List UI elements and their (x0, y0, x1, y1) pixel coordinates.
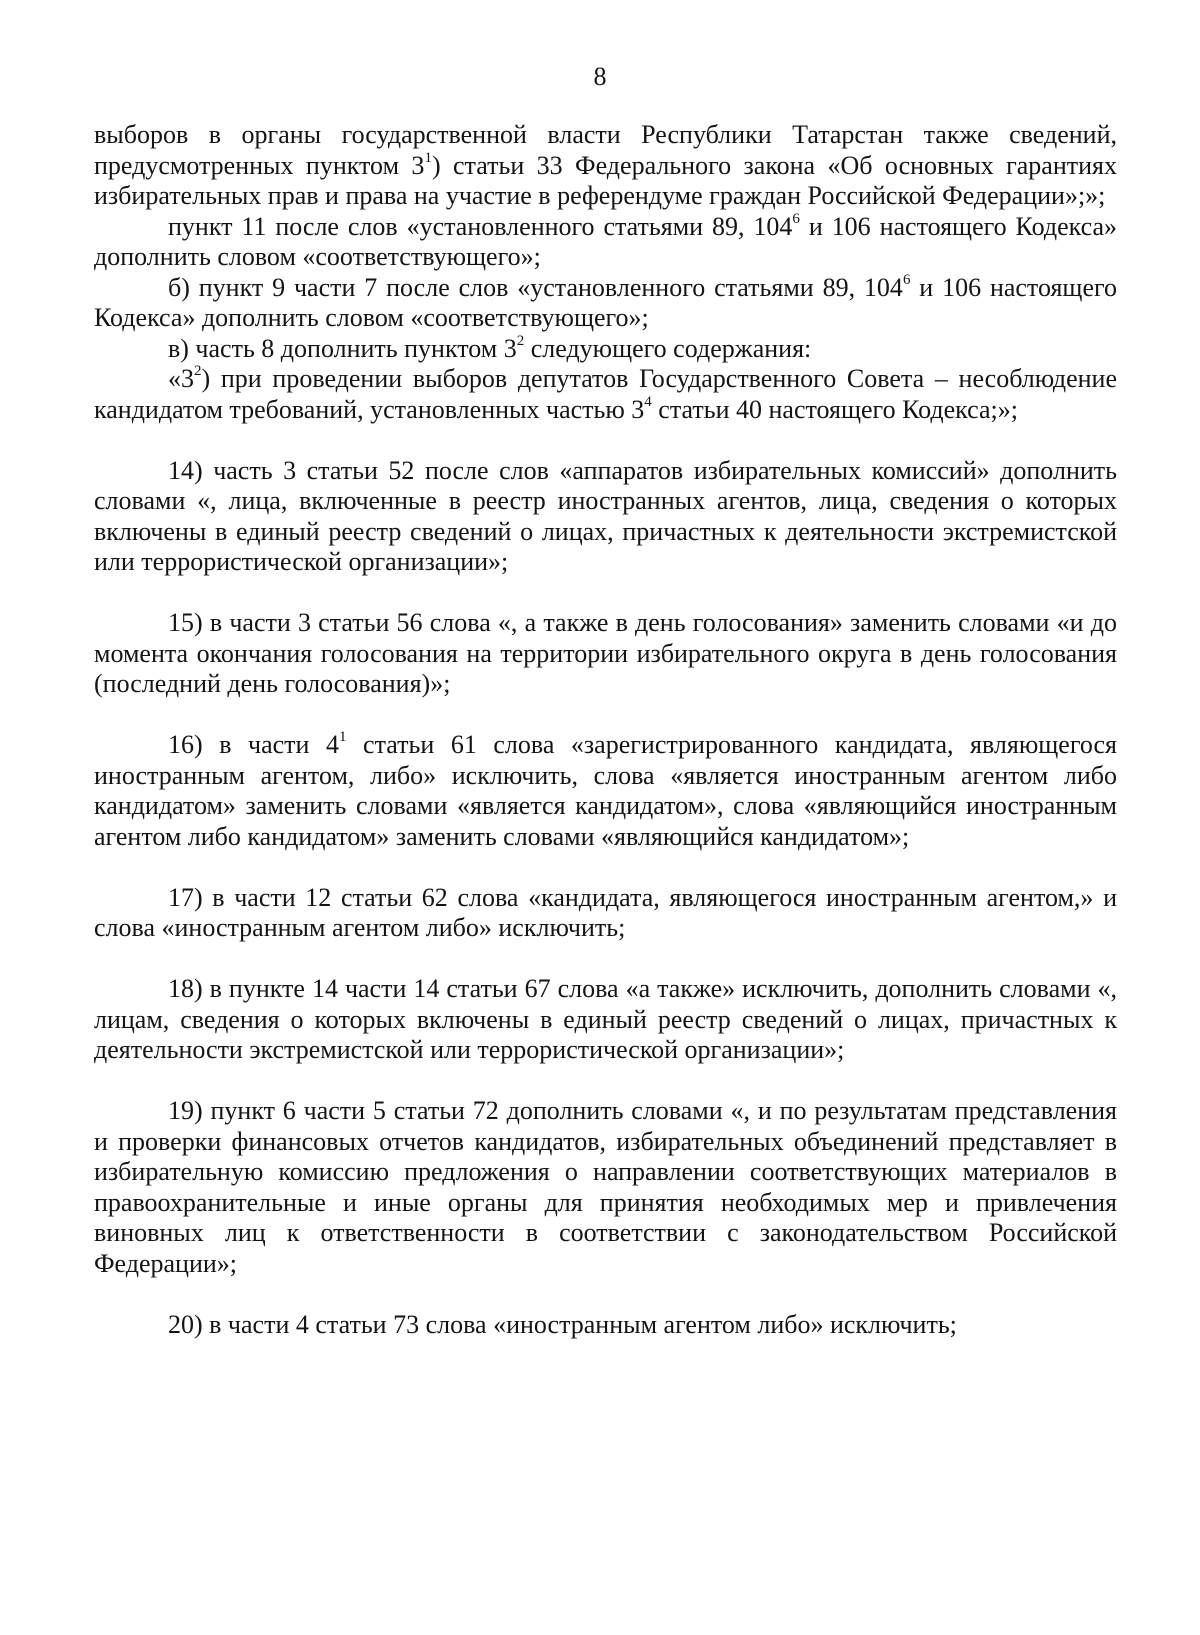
paragraph (94, 1096, 1117, 1279)
document-body (94, 120, 1117, 1340)
paragraph (94, 212, 1117, 273)
superscript: 1 (424, 149, 432, 166)
paragraph-text: 19) пункт 6 части 5 статьи 72 дополнить словами «, и по результатам представления и проверки финансовых отчетов кандидатов, избирательных объединений представляет в избирательную комиссию предложения о направлении соответствующих материалов в правоохранительные и иные органы для принятия необходимых мер и привлечения виновных лиц к ответственности в соответствии с законодательством Российской Федерации»; (94, 1096, 1117, 1278)
paragraph-text: и 106 настоящего Кодекса» дополнить словом «соответствующего»; (94, 211, 1117, 271)
paragraph-text: в) часть 8 дополнить пунктом 3 (168, 333, 517, 363)
paragraph-text: б) пункт 9 части 7 после слов «установленного статьями 89, 104 (168, 272, 903, 302)
paragraph (94, 730, 1117, 852)
paragraph (94, 273, 1117, 334)
paragraph-text: следующего содержания: (524, 333, 812, 363)
paragraph-text: ) статьи 33 Федерального закона «Об основных гарантиях избирательных прав и права на участие в референдуме граждан Российской Федерации»;»; (94, 150, 1117, 210)
superscript: 6 (902, 271, 911, 288)
superscript: 6 (792, 210, 800, 227)
paragraph-text: «3 (168, 364, 194, 393)
page-number: 8 (593, 62, 607, 91)
superscript: 4 (644, 393, 652, 410)
paragraph (94, 608, 1117, 700)
superscript: 1 (339, 729, 347, 746)
paragraph-text: статьи 61 слова «зарегистрированного кандидата, являющегося иностранным агентом, либо» исключить, слова «является иностранным агентом либо кандидатом» заменить словами «является кандидатом», слова «являющийся иностранным агентом либо кандидатом» заменить словами «являющийся кандидатом»; (94, 730, 1118, 851)
paragraph-text: 16) в части 4 (168, 730, 340, 759)
paragraph-text: выборов в органы государственной власти Республики Татарстан также сведений, предусмотренных пунктом 3 (94, 120, 1117, 180)
superscript: 2 (516, 332, 525, 349)
paragraph (94, 334, 1117, 365)
paragraph (94, 883, 1117, 944)
paragraph-text: 18) в пункте 14 части 14 статьи 67 слова «а также» исключить, дополнить словами «, лицам, сведения о которых включены в единый реестр сведений о лицах, причастных к деятельности экстремистской или террористической организации»; (94, 974, 1117, 1064)
paragraph (94, 974, 1117, 1066)
paragraph (94, 456, 1117, 578)
paragraph (94, 364, 1117, 425)
paragraph-text: 15) в части 3 статьи 56 слова «, а также в день голосования» заменить словами «и до момента окончания голосования на территории избирательного округа в день голосования (последний день голосования)»; (94, 608, 1117, 698)
paragraph-text: 14) часть 3 статьи 52 после слов «аппаратов избирательных комиссий» дополнить словами «, лица, включенные в реестр иностранных агентов, лица, сведения о которых включены в единый реестр сведений о лицах, причастных к деятельности экстремистской или террористической организации»; (94, 455, 1117, 576)
paragraph-text: 20) в части 4 статьи 73 слова «иностранным агентом либо» исключить; (168, 1309, 957, 1339)
paragraph-text: ) при проведении выборов депутатов Государственного Совета – несоблюдение кандидатом требований, установленных частью 3 (94, 364, 1117, 424)
paragraph-text: 17) в части 12 статьи 62 слова «кандидата, являющегося иностранным агентом,» и слова «иностранным агентом либо» исключить; (94, 882, 1117, 942)
paragraph-text: пункт 11 после слов «установленного статьями 89, 104 (168, 211, 793, 241)
paragraph-text: и 106 настоящего Кодекса» дополнить словом «соответствующего»; (94, 272, 1117, 332)
paragraph-text: статьи 40 настоящего Кодекса;»; (651, 394, 1018, 424)
paragraph (94, 120, 1117, 212)
paragraph (94, 1310, 1117, 1341)
superscript: 2 (194, 363, 202, 380)
